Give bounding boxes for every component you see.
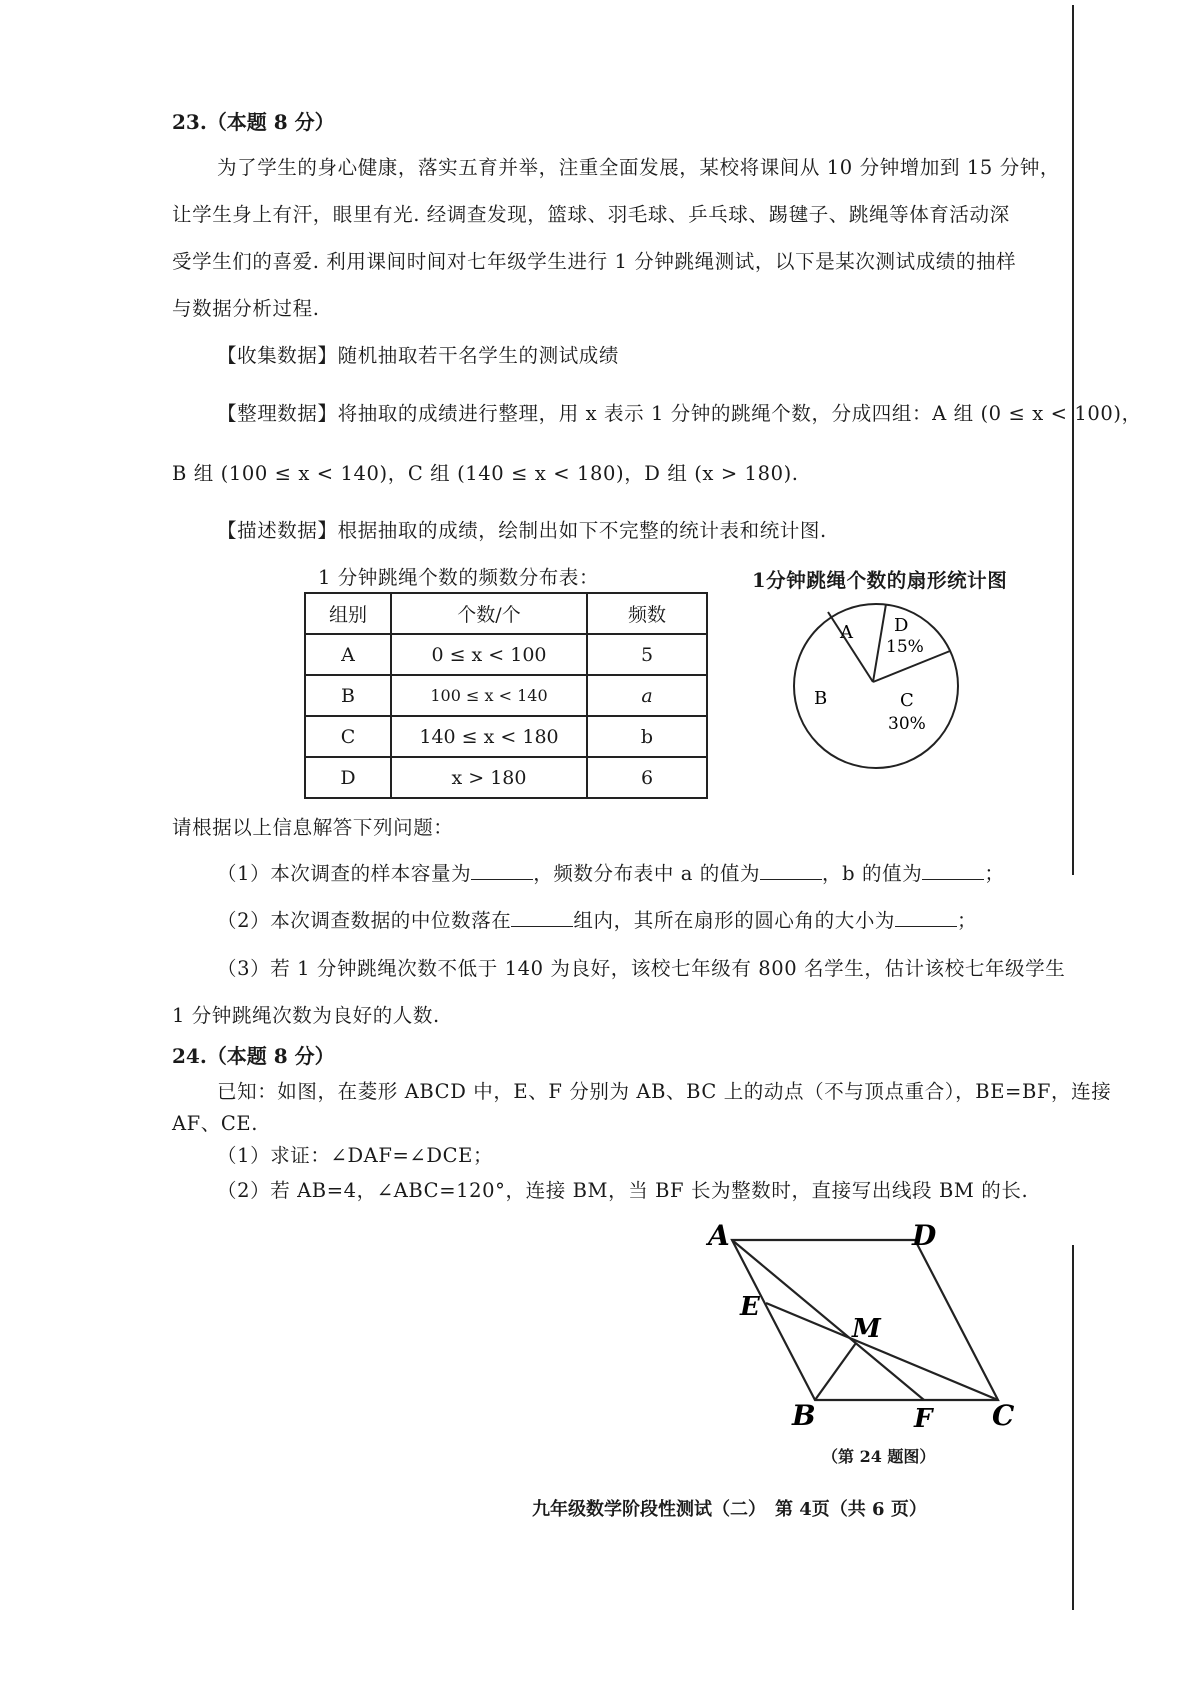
q1-text-a: （1）本次调查的样本容量为 <box>217 862 472 885</box>
table-cell: 0 ≤ x < 100 <box>391 634 587 675</box>
table-cell: 6 <box>587 757 707 798</box>
q23-organize-line-1: 【整理数据】将抽取的成绩进行整理，用 x 表示 1 分钟的跳绳个数，分成四组：A 组 (0 ≤ x < 100)， <box>217 402 1142 425</box>
table-cell: B <box>305 675 391 716</box>
answer-blank[interactable] <box>511 910 573 927</box>
table-cell: C <box>305 716 391 757</box>
answer-blank[interactable] <box>471 863 533 880</box>
vertex-label-a: A <box>708 1219 730 1252</box>
answer-blank[interactable] <box>760 863 822 880</box>
q24-sub-question-1: （1）求证：∠DAF=∠DCE； <box>217 1144 494 1167</box>
table-header-cell: 个数/个 <box>391 593 587 634</box>
vertex-label-b: B <box>792 1399 816 1432</box>
q23-question-3-line-1: （3）若 1 分钟跳绳次数不低于 140 为良好，该校七年级有 800 名学生，估计该校七年级学生 <box>217 957 1066 980</box>
segment-bm <box>815 1343 856 1400</box>
q23-intro-line-4: 与数据分析过程. <box>172 297 320 320</box>
frequency-table-title: 1 分钟跳绳个数的频数分布表： <box>318 566 600 589</box>
vertex-label-d: D <box>912 1219 937 1252</box>
segment-af <box>732 1240 924 1400</box>
pie-slice-boundary <box>873 604 886 682</box>
table-cell: D <box>305 757 391 798</box>
pie-value-d: 15% <box>886 637 924 657</box>
table-cell: 100 ≤ x < 140 <box>391 675 587 716</box>
scan-edge-line-bottom <box>1072 1245 1074 1610</box>
q23-title: 23.（本题 8 分） <box>172 110 335 134</box>
page-footer: 九年级数学阶段性测试（二） 第 4页（共 6 页） <box>532 1499 927 1520</box>
scan-edge-line-top <box>1072 5 1074 875</box>
answer-blank[interactable] <box>922 863 984 880</box>
table-row <box>305 675 707 716</box>
q24-sub-question-2: （2）若 AB=4，∠ABC=120°，连接 BM，当 BF 长为整数时，直接写出线段 BM 的长. <box>217 1179 1029 1202</box>
pie-value-c: 30% <box>888 714 926 734</box>
q2-text-c: ； <box>957 909 978 932</box>
q23-intro-line-2: 让学生身上有汗，眼里有光. 经调查发现，篮球、羽毛球、乒乓球、踢毽子、跳绳等体育活动深 <box>172 203 1010 226</box>
frequency-table <box>304 592 708 799</box>
table-cell: x > 180 <box>391 757 587 798</box>
table-header-cell: 组别 <box>305 593 391 634</box>
table-cell: 140 ≤ x < 180 <box>391 716 587 757</box>
table-row <box>305 716 707 757</box>
pie-label-c: C <box>900 690 914 711</box>
table-cell: a <box>587 675 707 716</box>
q23-collect-data: 【收集数据】随机抽取若干名学生的测试成绩 <box>217 344 620 367</box>
questions-intro: 请根据以上信息解答下列问题： <box>172 816 454 839</box>
q23-question-2 <box>217 905 977 933</box>
q1-text-b: ，频数分布表中 a 的值为 <box>533 862 761 885</box>
q23-intro-line-3: 受学生们的喜爱. 利用课间时间对七年级学生进行 1 分钟跳绳测试，以下是某次测试成绩的抽样 <box>172 250 1017 273</box>
pie-label-b: B <box>814 688 828 709</box>
point-label-e: E <box>740 1292 760 1322</box>
table-cell: A <box>305 634 391 675</box>
pie-chart-title: 1分钟跳绳个数的扇形统计图 <box>752 569 1008 592</box>
vertex-label-c: C <box>992 1399 1015 1432</box>
q1-text-c: ，b 的值为 <box>822 862 923 885</box>
q24-line-1: 已知：如图，在菱形 ABCD 中，E、F 分别为 AB、BC 上的动点（不与顶点重合），BE=BF，连接 <box>217 1080 1112 1103</box>
point-label-m: M <box>852 1314 881 1344</box>
answer-blank[interactable] <box>895 910 957 927</box>
pie-chart-circle <box>794 604 958 768</box>
q1-text-d: ； <box>984 862 1005 885</box>
pie-chart <box>786 596 966 776</box>
q23-question-3-line-2: 1 分钟跳绳次数为良好的人数. <box>172 1004 440 1027</box>
table-cell: b <box>587 716 707 757</box>
q23-organize-line-2: B 组 (100 ≤ x < 140)，C 组 (140 ≤ x < 180)，D 组 (x > 180). <box>172 462 799 485</box>
q24-title: 24.（本题 8 分） <box>172 1044 335 1068</box>
q2-text-a: （2）本次调查数据的中位数落在 <box>217 909 512 932</box>
table-row <box>305 634 707 675</box>
pie-label-d: D <box>894 615 909 636</box>
table-row <box>305 757 707 798</box>
q23-intro-line-1: 为了学生的身心健康，落实五育并举，注重全面发展，某校将课间从 10 分钟增加到 15 分钟， <box>217 156 1061 179</box>
table-header-cell: 频数 <box>587 593 707 634</box>
table-header-row <box>305 593 707 634</box>
rhombus-figure <box>700 1215 1030 1445</box>
pie-label-a: A <box>840 622 853 643</box>
q2-text-b: 组内，其所在扇形的圆心角的大小为 <box>573 909 896 932</box>
point-label-f: F <box>914 1404 933 1434</box>
q23-describe-data: 【描述数据】根据抽取的成绩，绘制出如下不完整的统计表和统计图. <box>217 519 827 542</box>
q23-question-1 <box>217 858 1004 886</box>
q24-line-2: AF、CE. <box>172 1112 259 1135</box>
table-cell: 5 <box>587 634 707 675</box>
segment-ec <box>766 1303 998 1400</box>
figure-caption: （第 24 题图） <box>822 1447 936 1466</box>
